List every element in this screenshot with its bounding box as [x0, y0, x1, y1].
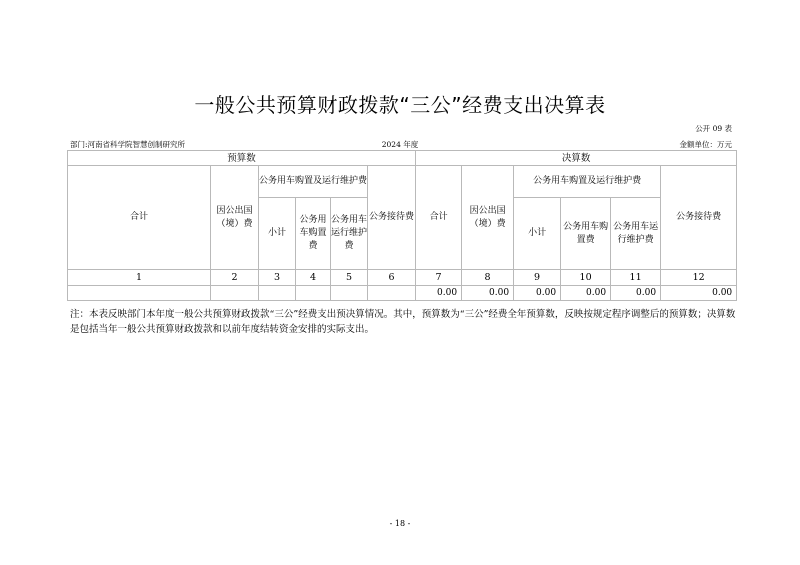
column-number: 11 — [611, 270, 661, 286]
budget-total-header: 合计 — [68, 166, 211, 270]
final-total-value: 0.00 — [416, 286, 462, 301]
column-number: 8 — [462, 270, 514, 286]
budget-reception-value — [368, 286, 416, 301]
final-reception-value: 0.00 — [661, 286, 737, 301]
final-vehicle-operation-value: 0.00 — [611, 286, 661, 301]
budget-subtotal-header: 小计 — [259, 198, 296, 270]
form-number: 公开 09 表 — [695, 124, 732, 133]
budget-total-value — [68, 286, 211, 301]
final-reception-header: 公务接待费 — [661, 166, 737, 270]
final-header: 决算数 — [416, 151, 737, 166]
table-note: 注：本表反映部门本年度一般公共预算财政拨款“三公”经费支出预决算情况。其中，预算数为“三公”经费全年预算数，反映按规定程序调整后的预算数；决算数是包括当年一般公共预算财政拨款和以前年度结转资金安排的实际支出。 — [70, 309, 736, 335]
column-number: 4 — [296, 270, 331, 286]
column-number: 9 — [514, 270, 561, 286]
budget-vehicle-group-header: 公务用车购置及运行维护费 — [259, 166, 368, 198]
amount-unit-label: 金额单位：万元 — [679, 140, 732, 149]
final-subtotal-value: 0.00 — [514, 286, 561, 301]
column-number: 3 — [259, 270, 296, 286]
column-number: 7 — [416, 270, 462, 286]
department-label: 部门:河南省科学院智慧创制研究所 — [70, 140, 186, 149]
budget-subtotal-value — [259, 286, 296, 301]
three-public-expense-table — [67, 150, 737, 301]
final-total-header: 合计 — [416, 166, 462, 270]
column-number: 5 — [331, 270, 368, 286]
budget-abroad-value — [211, 286, 259, 301]
year-label: 2024 年度 — [381, 140, 419, 149]
final-vehicle-operation-header: 公务用车运行维护费 — [611, 198, 661, 270]
column-number-row — [68, 270, 737, 286]
final-vehicle-purchase-value: 0.00 — [561, 286, 611, 301]
budget-vehicle-purchase-header: 公务用车购置费 — [296, 198, 331, 270]
budget-vehicle-purchase-value — [296, 286, 331, 301]
budget-header: 预算数 — [68, 151, 416, 166]
column-number: 10 — [561, 270, 611, 286]
final-abroad-header: 因公出国（境）费 — [462, 166, 514, 270]
final-vehicle-group-header: 公务用车购置及运行维护费 — [514, 166, 661, 198]
budget-vehicle-operation-value — [331, 286, 368, 301]
column-number: 2 — [211, 270, 259, 286]
final-vehicle-purchase-header: 公务用车购置费 — [561, 198, 611, 270]
budget-vehicle-operation-header: 公务用车运行维护费 — [331, 198, 368, 270]
column-number: 1 — [68, 270, 211, 286]
table-row — [68, 286, 737, 301]
column-number: 6 — [368, 270, 416, 286]
final-abroad-value: 0.00 — [462, 286, 514, 301]
page-number: - 18 - — [389, 519, 411, 528]
budget-abroad-header: 因公出国（境）费 — [211, 166, 259, 270]
budget-reception-header: 公务接待费 — [368, 166, 416, 270]
column-number: 12 — [661, 270, 737, 286]
page-title: 一般公共预算财政拨款“三公”经费支出决算表 — [194, 93, 606, 117]
final-subtotal-header: 小计 — [514, 198, 561, 270]
